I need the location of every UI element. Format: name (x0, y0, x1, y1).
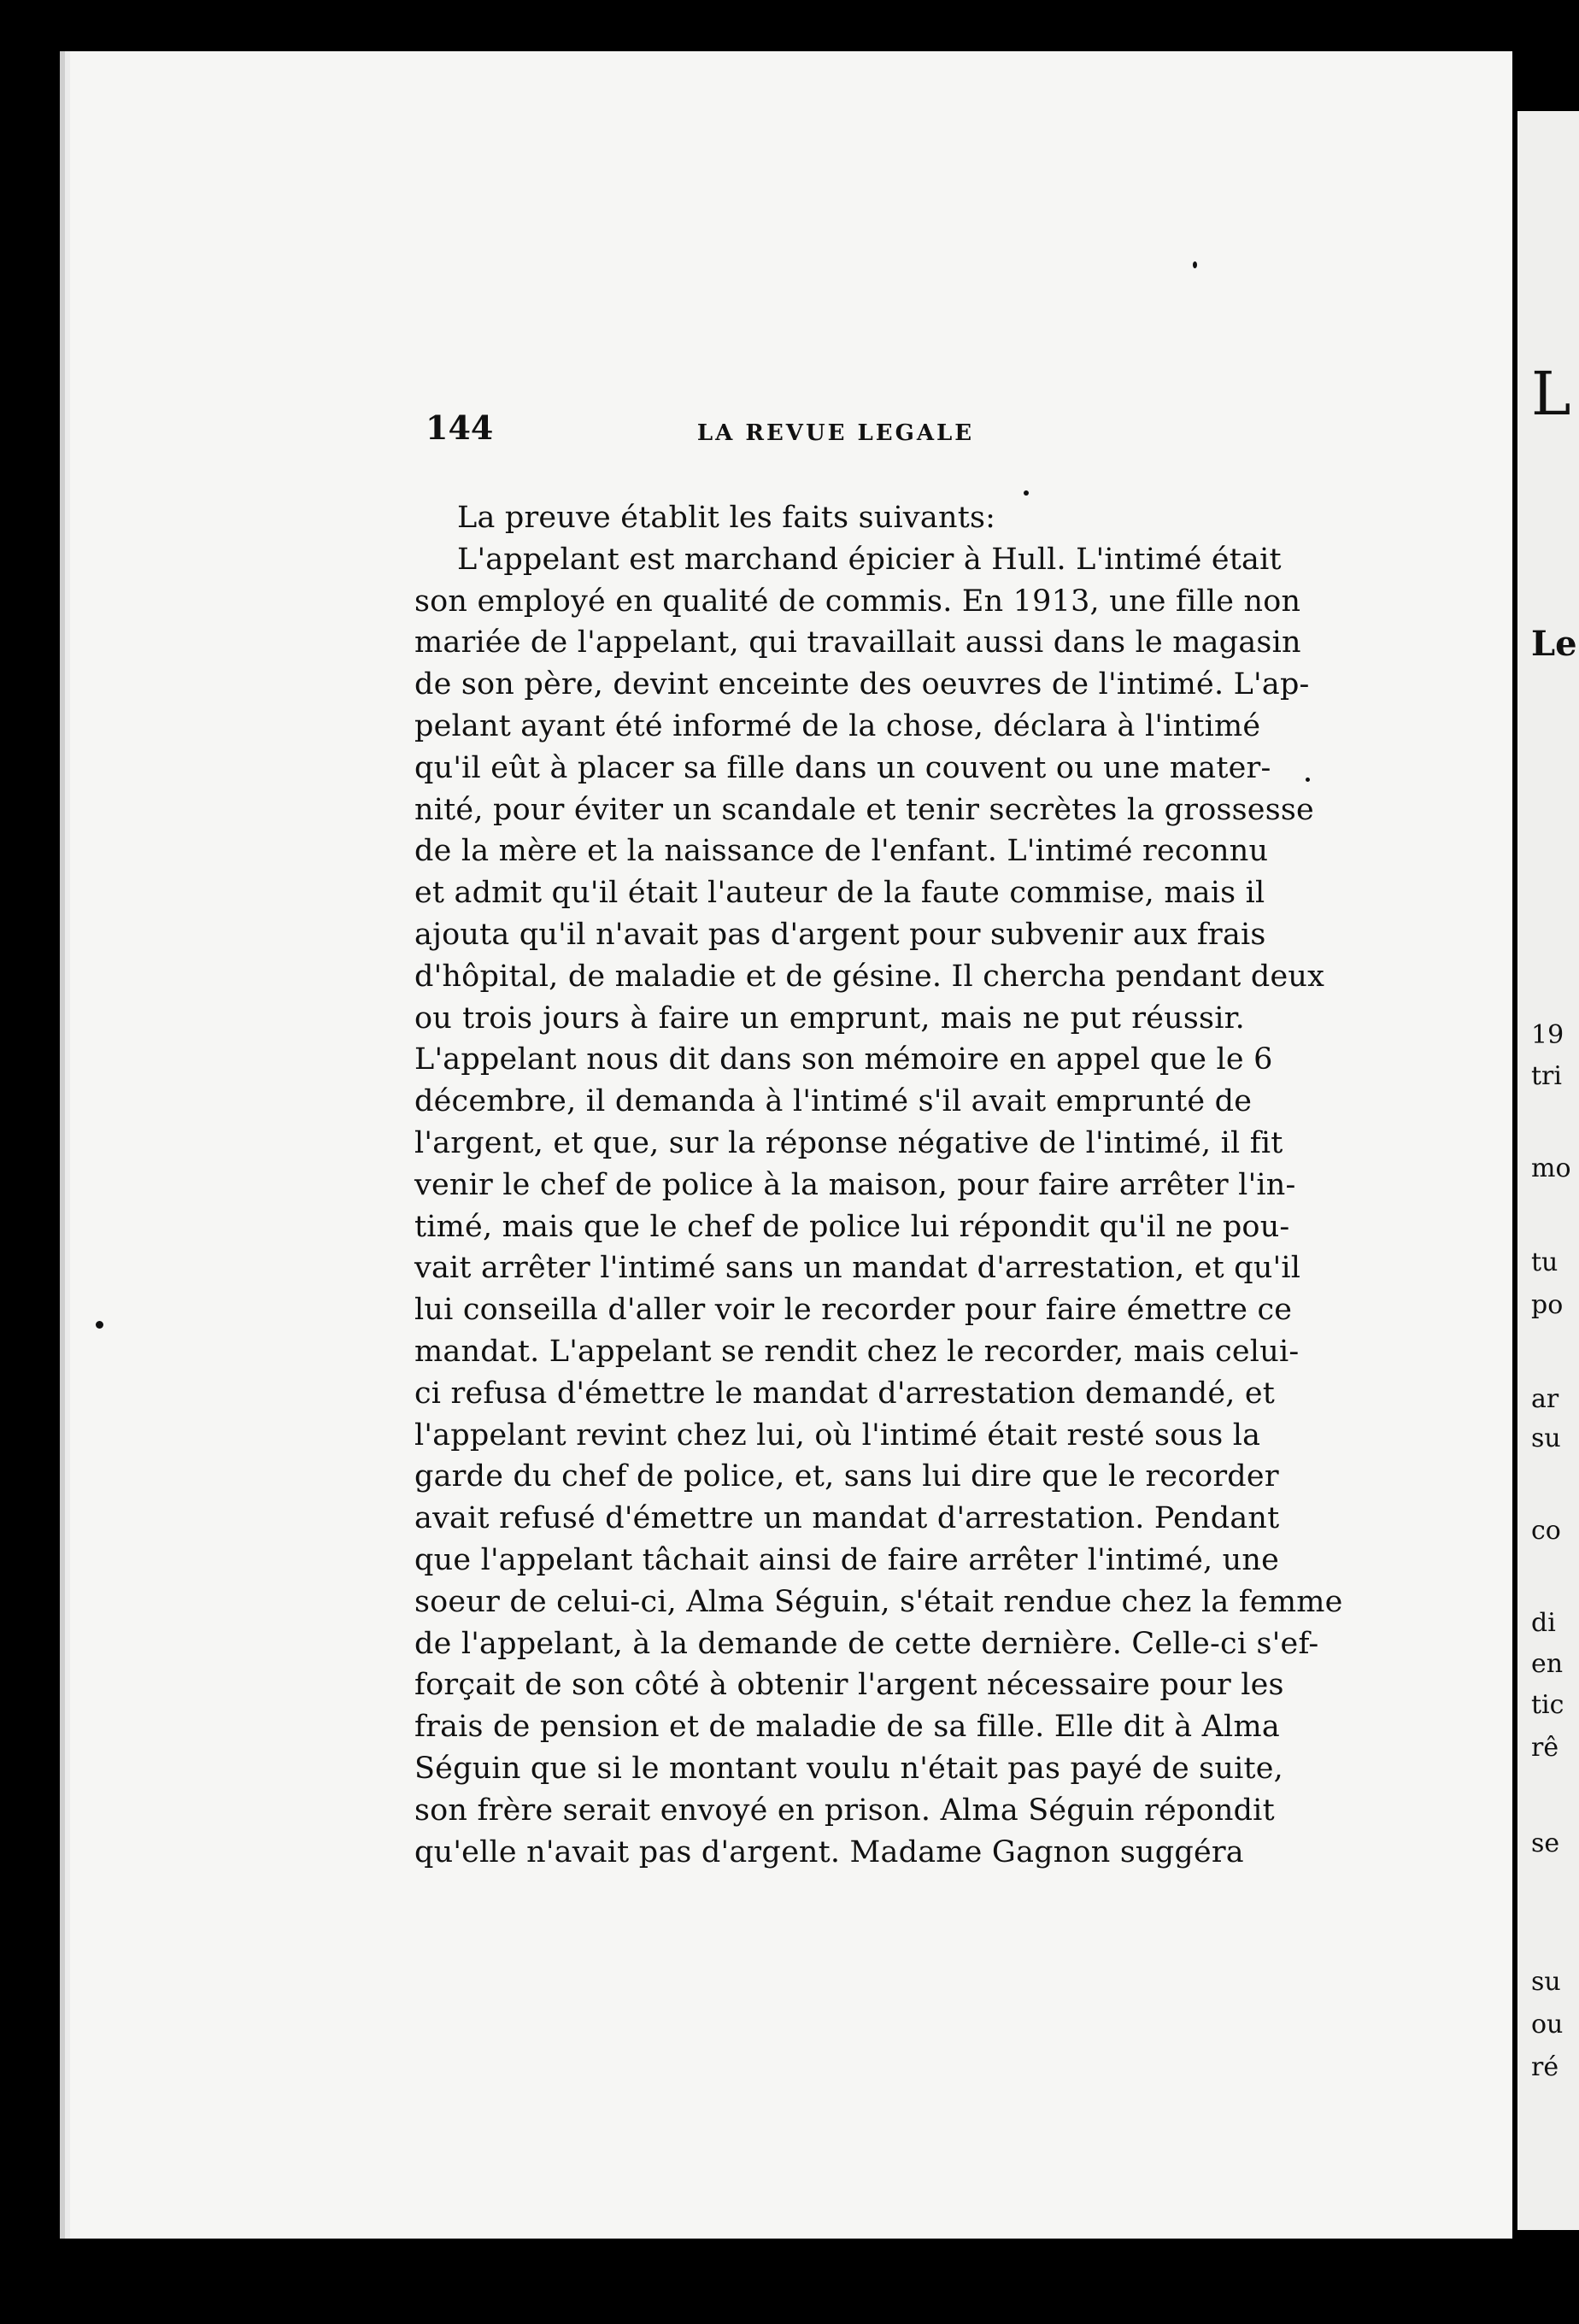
text-line: vait arrêter l'intimé sans un mandat d'arrestation, et qu'il (414, 1251, 1301, 1286)
text-line: ci refusa d'émettre le mandat d'arrestation demandé, et (414, 1376, 1276, 1411)
text-line: que l'appelant tâchait ainsi de faire arrêter l'intimé, une (414, 1542, 1280, 1577)
adjacent-page-strip (1517, 111, 1579, 2230)
text-line: avait refusé d'émettre un mandat d'arrestation. Pendant (414, 1501, 1280, 1536)
text-line: timé, mais que le chef de police lui répondit qu'il ne pou- (414, 1209, 1290, 1244)
text-line: de son père, devint enceinte des oeuvres de l'intimé. L'ap- (414, 667, 1310, 702)
text-line: mandat. L'appelant se rendit chez le recorder, mais celui- (414, 1334, 1300, 1369)
text-line: L'appelant est marchand épicier à Hull. L'intimé était (457, 542, 1282, 577)
text-line: l'appelant revint chez lui, où l'intimé était resté sous la (414, 1417, 1261, 1452)
ink-speck (1024, 490, 1029, 496)
text-line: de l'appelant, à la demande de cette dernière. Celle-ci s'ef- (414, 1626, 1319, 1661)
text-line: venir le chef de police à la maison, pour faire arrêter l'in- (414, 1167, 1296, 1202)
ink-speck (96, 1321, 103, 1329)
adjacent-page-fragment: di (1531, 1608, 1556, 1638)
text-line: d'hôpital, de maladie et de gésine. Il chercha pendant deux (414, 959, 1325, 994)
text-line: qu'elle n'avait pas d'argent. Madame Gagnon suggéra (414, 1834, 1244, 1869)
adjacent-page-fragment: tic (1531, 1690, 1564, 1720)
adjacent-page-fragment: co (1531, 1516, 1561, 1546)
adjacent-page-fragment: rê (1531, 1733, 1559, 1763)
text-line: qu'il eût à placer sa fille dans un couvent ou une mater- (414, 750, 1271, 785)
text-line: Séguin que si le montant voulu n'était pas payé de suite, (414, 1751, 1283, 1786)
text-line: soeur de celui-ci, Alma Séguin, s'était rendue chez la femme (414, 1584, 1343, 1619)
text-line: son employé en qualité de commis. En 1913, une fille non (414, 584, 1301, 619)
running-head: LA REVUE LEGALE (696, 420, 975, 446)
adjacent-page-fragment: ar (1531, 1384, 1559, 1414)
adjacent-page-fragment: po (1531, 1290, 1564, 1320)
page-header (426, 408, 1246, 460)
adjacent-page-fragment: L (1531, 359, 1571, 429)
text-line: de la mère et la naissance de l'enfant. L'intimé reconnu (414, 834, 1269, 869)
text-line: garde du chef de police, et, sans lui dire que le recorder (414, 1459, 1279, 1494)
adjacent-page-fragment: ou (1531, 2010, 1564, 2039)
text-line: nité, pour éviter un scandale et tenir secrètes la grossesse (414, 792, 1314, 827)
text-line: ou trois jours à faire un emprunt, mais ne put réussir. (414, 1001, 1245, 1036)
text-line: ajouta qu'il n'avait pas d'argent pour subvenir aux frais (414, 917, 1266, 952)
text-line: pelant ayant été informé de la chose, déclara à l'intimé (414, 708, 1261, 743)
adjacent-page-fragment: Le (1531, 624, 1577, 664)
adjacent-page-fragment: 19 (1531, 1020, 1564, 1050)
ink-speck (1306, 778, 1310, 782)
text-line: frais de pension et de maladie de sa fille. Elle dit à Alma (414, 1710, 1280, 1745)
text-line: décembre, il demanda à l'intimé s'il avait emprunté de (414, 1084, 1253, 1119)
adjacent-page-fragment: tu (1531, 1247, 1558, 1277)
text-line: lui conseilla d'aller voir le recorder pour faire émettre ce (414, 1293, 1293, 1328)
adjacent-page-fragment: mo (1531, 1153, 1571, 1183)
text-line: mariée de l'appelant, qui travaillait aussi dans le magasin (414, 625, 1301, 660)
text-line: L'appelant nous dit dans son mémoire en appel que le 6 (414, 1042, 1273, 1077)
adjacent-page-fragment: en (1531, 1649, 1564, 1679)
page-number: 144 (426, 408, 494, 447)
text-line: forçait de son côté à obtenir l'argent nécessaire pour les (414, 1668, 1284, 1703)
adjacent-page-fragment: su (1531, 1967, 1561, 1997)
body-text (414, 497, 1343, 1873)
text-line: son frère serait envoyé en prison. Alma Séguin répondit (414, 1793, 1275, 1828)
adjacent-page-fragment: se (1531, 1828, 1560, 1858)
adjacent-page-fragment: su (1531, 1423, 1561, 1453)
text-line: La preuve établit les faits suivants: (457, 501, 996, 535)
text-line: et admit qu'il était l'auteur de la faute commise, mais il (414, 876, 1265, 911)
ink-speck (1193, 261, 1197, 268)
text-line: l'argent, et que, sur la réponse négative de l'intimé, il fit (414, 1125, 1283, 1160)
adjacent-page-fragment: ré (1531, 2052, 1559, 2082)
adjacent-page-fragment: tri (1531, 1061, 1562, 1091)
